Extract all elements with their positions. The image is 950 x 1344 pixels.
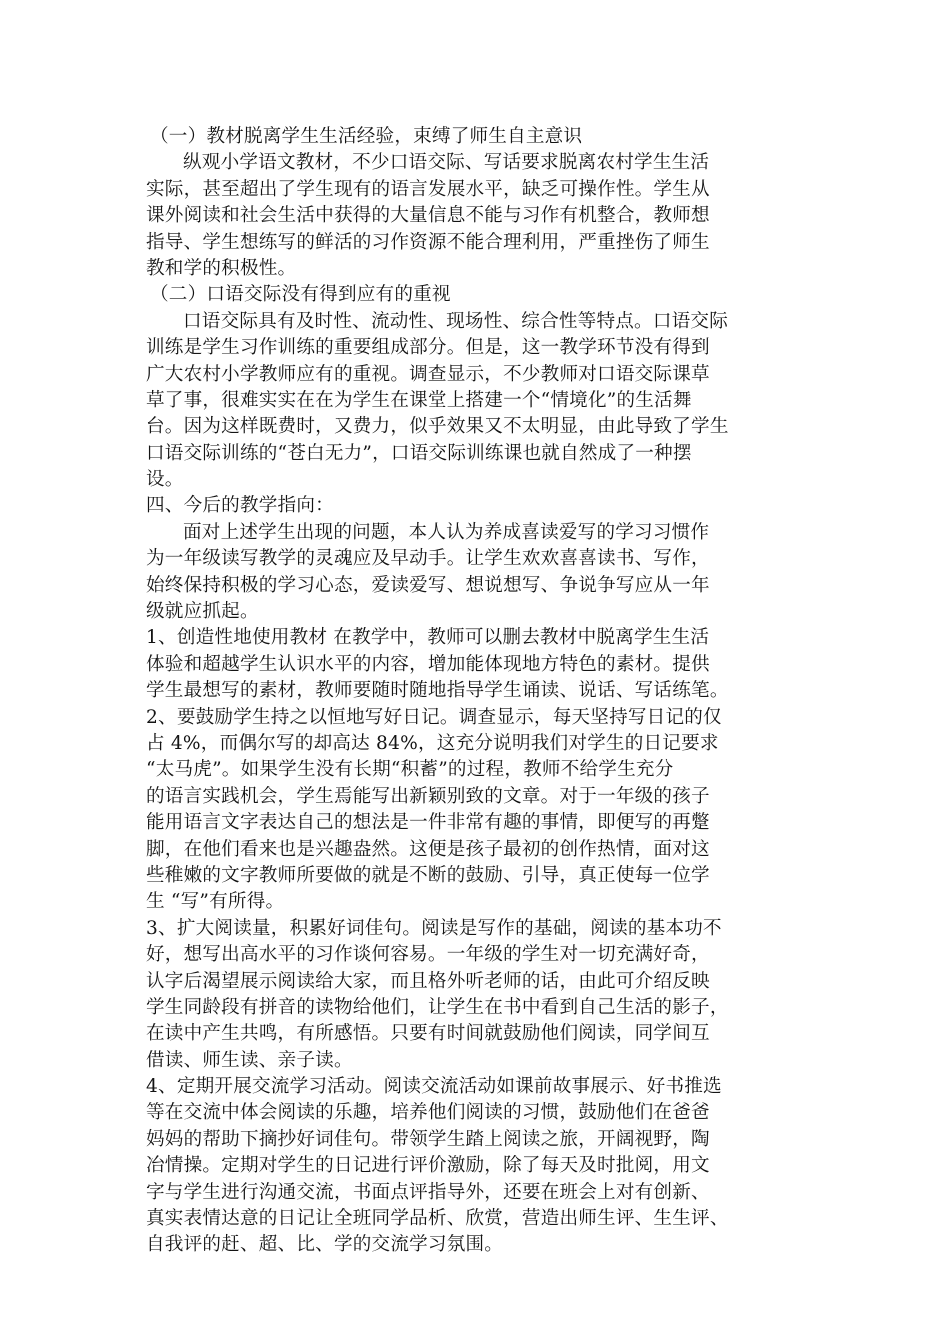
text-line: 指导、学生想练写的鲜活的习作资源不能合理利用，严重挫伤了师生 xyxy=(146,231,710,253)
text-line: 体验和超越学生认识水平的内容，增加能体现地方特色的素材。提供 xyxy=(146,653,710,675)
text-line: 等在交流中体会阅读的乐趣，培养他们阅读的习惯，鼓励他们在爸爸 xyxy=(146,1102,710,1124)
text-line: 2、要鼓励学生持之以恒地写好日记。调查显示，每天坚持写日记的仅 xyxy=(146,706,722,728)
text-line: 四、今后的教学指向： xyxy=(146,495,334,517)
text-line: 设。 xyxy=(146,469,184,491)
text-line: 课外阅读和社会生活中获得的大量信息不能与习作有机整合，教师想 xyxy=(146,205,710,227)
text-line: 脚，在他们看来也是兴趣盎然。这便是孩子最初的创作热情，面对这 xyxy=(146,838,710,860)
text-line: 口语交际训练的“苍白无力”，口语交际训练课也就自然成了一种摆 xyxy=(146,442,692,464)
text-line: 借读、师生读、亲子读。 xyxy=(146,1049,353,1071)
text-line: 冶情操。定期对学生的日记进行评价激励，除了每天及时批阅，用文 xyxy=(146,1155,710,1177)
text-line: 自我评的赶、超、比、学的交流学习氛围。 xyxy=(146,1234,504,1256)
text-line: 字与学生进行沟通交流，书面点评指导外，还要在班会上对有创新、 xyxy=(146,1181,710,1203)
text-line: 草了事，很难实实在在为学生在课堂上搭建一个“情境化”的生活舞 xyxy=(146,389,692,411)
text-line: 在读中产生共鸣，有所感悟。只要有时间就鼓励他们阅读，同学间互 xyxy=(146,1023,710,1045)
text-line: 级就应抓起。 xyxy=(146,601,259,623)
text-line: 教和学的积极性。 xyxy=(146,257,297,279)
text-line: 些稚嫩的文字教师所要做的就是不断的鼓励、引导，真正使每一位学 xyxy=(146,864,710,886)
text-line: （一）教材脱离学生生活经验，束缚了师生自主意识 xyxy=(150,126,583,147)
text-line: 认字后渴望展示阅读给大家，而且格外听老师的话，由此可介绍反映 xyxy=(146,970,710,992)
text-line: 4、定期开展交流学习活动。阅读交流活动如课前故事展示、好书推选 xyxy=(146,1076,722,1098)
text-line: 口语交际具有及时性、流动性、现场性、综合性等特点。口语交际 xyxy=(183,310,729,332)
text-line: 训练是学生习作训练的重要组成部分。但是，这一教学环节没有得到 xyxy=(146,337,710,359)
text-line: 学生最想写的素材，教师要随时随地指导学生诵读、说话、写话练笔。 xyxy=(146,680,729,702)
text-line: 纵观小学语文教材，不少口语交际、写话要求脱离农村学生生活 xyxy=(183,152,710,174)
text-line: （二）口语交际没有得到应有的重视 xyxy=(150,284,451,306)
text-line: 始终保持积极的学习心态，爱读爱写、想说想写、争说争写应从一年 xyxy=(146,574,710,596)
text-line: “太马虎”。如果学生没有长期“积蓄”的过程，教师不给学生充分 xyxy=(146,759,674,781)
text-line: 1、创造性地使用教材 在教学中，教师可以删去教材中脱离学生生活 xyxy=(146,627,710,649)
text-line: 3、扩大阅读量，积累好词佳句。阅读是写作的基础，阅读的基本功不 xyxy=(146,917,722,939)
text-line: 真实表情达意的日记让全班同学品析、欣赏，营造出师生评、生生评、 xyxy=(146,1208,729,1230)
text-line: 的语言实践机会，学生焉能写出新颖别致的文章。对于一年级的孩子 xyxy=(146,785,710,807)
text-line: 实际，甚至超出了学生现有的语言发展水平，缺乏可操作性。学生从 xyxy=(146,178,710,200)
text-line: 能用语言文字表达自己的想法是一件非常有趣的事情，即便写的再蹩 xyxy=(146,812,710,834)
text-line: 好，想写出高水平的习作谈何容易。一年级的学生对一切充满好奇， xyxy=(146,944,710,966)
text-line: 面对上述学生出现的问题，本人认为养成喜读爱写的学习习惯作 xyxy=(183,521,710,543)
text-line: 生 “写”有所得。 xyxy=(146,891,285,913)
text-line: 台。因为这样既费时，又费力，似乎效果又不太明显，由此导致了学生 xyxy=(146,416,729,438)
text-line: 为一年级读写教学的灵魂应及早动手。让学生欢欢喜喜读书、写作， xyxy=(146,548,710,570)
text-line: 广大农村小学教师应有的重视。调查显示，不少教师对口语交际课草 xyxy=(146,363,710,385)
text-line: 占 4%，而偶尔写的却高达 84%，这充分说明我们对学生的日记要求 xyxy=(146,732,719,754)
text-line: 妈妈的帮助下摘抄好词佳句。带领学生踏上阅读之旅，开阔视野，陶 xyxy=(146,1128,710,1150)
document-body xyxy=(146,124,814,1259)
text-line: 学生同龄段有拼音的读物给他们，让学生在书中看到自己生活的影子， xyxy=(146,996,729,1018)
